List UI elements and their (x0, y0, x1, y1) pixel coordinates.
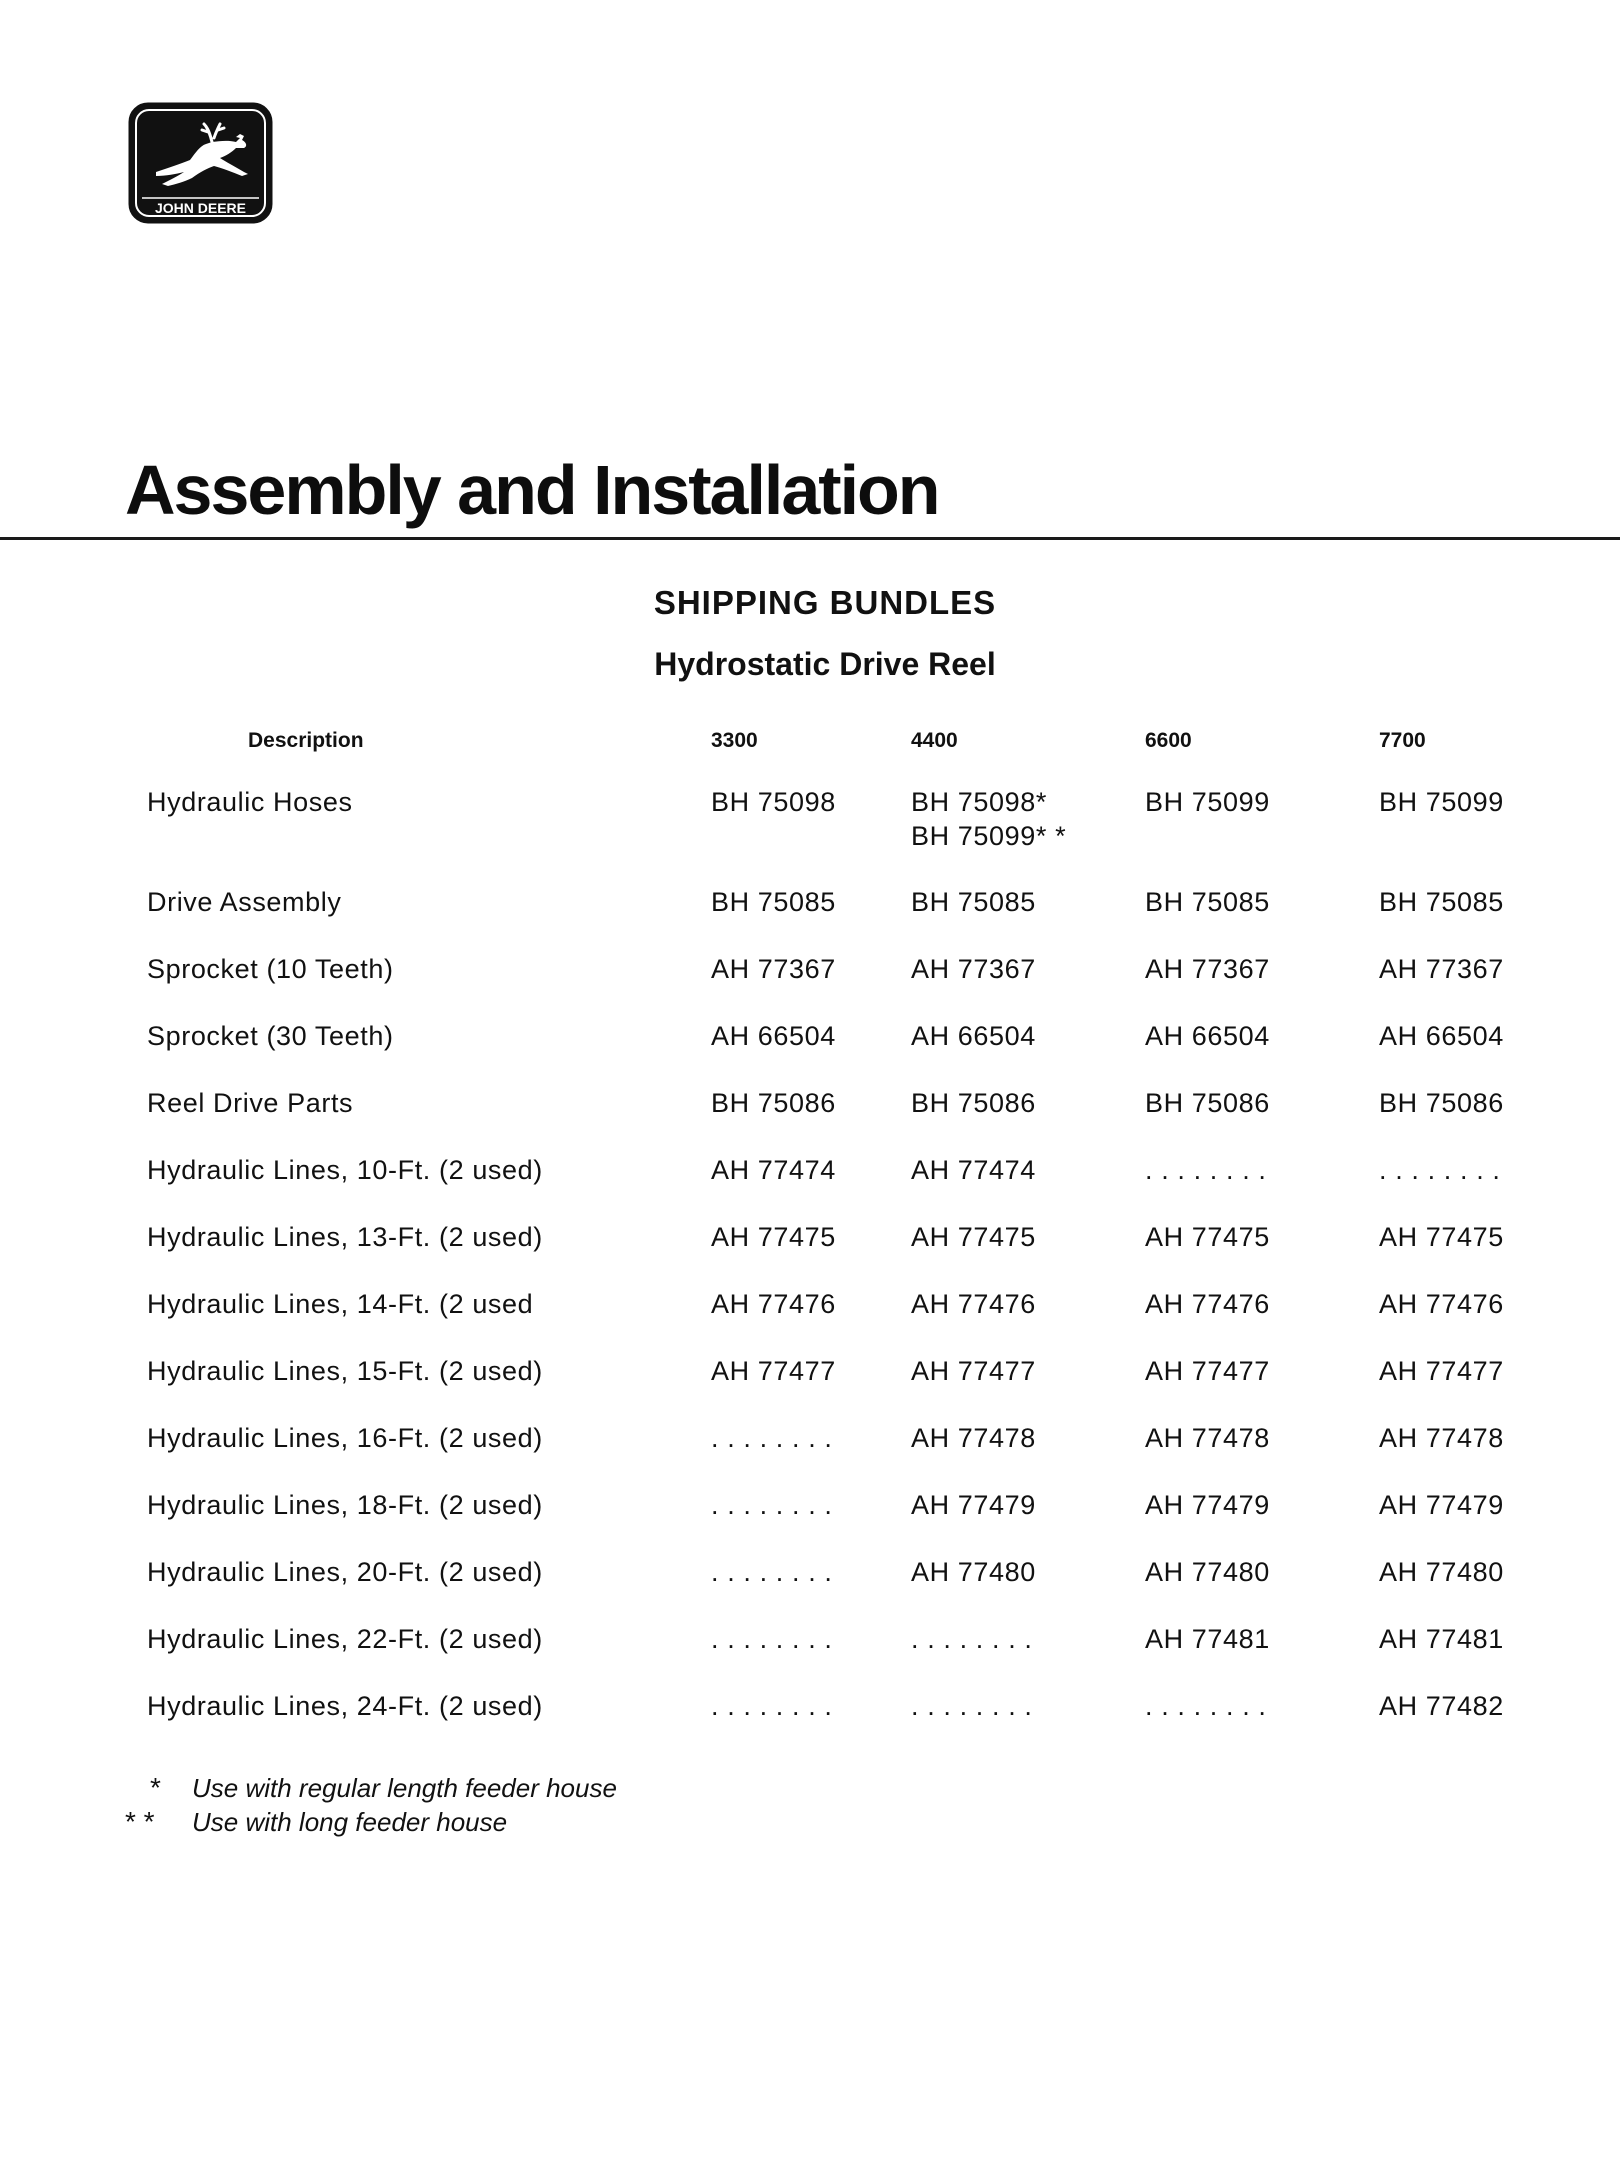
footnote-long-feeder-house: Use with long feeder house (192, 1807, 508, 1837)
row-description: Drive Assembly (147, 887, 342, 917)
cell-3300: . . . . . . . . (711, 1423, 833, 1453)
cell-4400: BH 75098* (911, 787, 1047, 817)
cell-6600: BH 75085 (1145, 887, 1270, 917)
row-description: Hydraulic Lines, 24-Ft. (2 used) (147, 1691, 543, 1721)
column-header-3300: 3300 (711, 729, 758, 752)
table-row (0, 1623, 1620, 1683)
cell-4400: . . . . . . . . (911, 1691, 1033, 1721)
column-header-7700: 7700 (1379, 729, 1426, 752)
cell-3300: . . . . . . . . (711, 1691, 833, 1721)
cell-4400-alternate: BH 75099* * (911, 821, 1067, 851)
row-description: Hydraulic Hoses (147, 787, 353, 817)
cell-4400: AH 77474 (911, 1155, 1036, 1185)
cell-7700: AH 77476 (1379, 1289, 1504, 1319)
cell-7700: AH 77478 (1379, 1423, 1504, 1453)
cell-6600: AH 77479 (1145, 1490, 1270, 1520)
cell-6600: AH 77478 (1145, 1423, 1270, 1453)
cell-6600: . . . . . . . . (1145, 1691, 1267, 1721)
cell-7700: BH 75085 (1379, 887, 1504, 917)
table-row (0, 1489, 1620, 1549)
footnote-mark-double: * * (125, 1806, 155, 1837)
cell-7700: AH 77481 (1379, 1624, 1504, 1654)
cell-4400: AH 77478 (911, 1423, 1036, 1453)
cell-3300: BH 75098 (711, 787, 836, 817)
cell-7700: AH 77367 (1379, 954, 1504, 984)
cell-3300: . . . . . . . . (711, 1490, 833, 1520)
cell-6600: AH 77481 (1145, 1624, 1270, 1654)
table-row (0, 1154, 1620, 1214)
cell-7700: AH 77480 (1379, 1557, 1504, 1587)
cell-4400: . . . . . . . . (911, 1624, 1033, 1654)
cell-3300: AH 77367 (711, 954, 836, 984)
table-row (0, 1020, 1620, 1080)
cell-3300: AH 66504 (711, 1021, 836, 1051)
cell-4400: BH 75086 (911, 1088, 1036, 1118)
table-row (0, 1556, 1620, 1616)
row-description: Hydraulic Lines, 16-Ft. (2 used) (147, 1423, 543, 1453)
cell-3300: . . . . . . . . (711, 1557, 833, 1587)
cell-3300: BH 75086 (711, 1088, 836, 1118)
section-subheading: Hydrostatic Drive Reel (654, 646, 996, 682)
row-description: Hydraulic Lines, 22-Ft. (2 used) (147, 1624, 543, 1654)
section-heading: SHIPPING BUNDLES (653, 584, 997, 621)
table-row (0, 1221, 1620, 1281)
row-description: Sprocket (10 Teeth) (147, 954, 394, 984)
cell-6600: AH 77480 (1145, 1557, 1270, 1587)
cell-4400: BH 75085 (911, 887, 1036, 917)
table-row (0, 953, 1620, 1013)
cell-6600: AH 77477 (1145, 1356, 1270, 1386)
column-header-4400: 4400 (911, 729, 958, 752)
row-description: Hydraulic Lines, 18-Ft. (2 used) (147, 1490, 543, 1520)
cell-6600: AH 77367 (1145, 954, 1270, 984)
table-row (0, 1288, 1620, 1348)
table-row (0, 886, 1620, 946)
table-row (0, 1355, 1620, 1415)
cell-3300: AH 77474 (711, 1155, 836, 1185)
table-row (0, 1087, 1620, 1147)
row-description: Sprocket (30 Teeth) (147, 1021, 394, 1051)
cell-7700: AH 77475 (1379, 1222, 1504, 1252)
cell-6600: AH 77475 (1145, 1222, 1270, 1252)
row-description: Reel Drive Parts (147, 1088, 354, 1118)
cell-3300: AH 77476 (711, 1289, 836, 1319)
cell-6600: BH 75099 (1145, 787, 1270, 817)
cell-7700: AH 77479 (1379, 1490, 1504, 1520)
cell-6600: BH 75086 (1145, 1088, 1270, 1118)
cell-7700: AH 66504 (1379, 1021, 1504, 1051)
column-header-description: Description (248, 729, 364, 752)
cell-6600: AH 77476 (1145, 1289, 1270, 1319)
row-description: Hydraulic Lines, 15-Ft. (2 used) (147, 1356, 543, 1386)
cell-4400: AH 77475 (911, 1222, 1036, 1252)
row-description: Hydraulic Lines, 20-Ft. (2 used) (147, 1557, 543, 1587)
row-description: Hydraulic Lines, 14-Ft. (2 used (147, 1289, 534, 1319)
row-description: Hydraulic Lines, 13-Ft. (2 used) (147, 1222, 543, 1252)
footnote-mark-single: * (150, 1772, 161, 1803)
cell-7700: AH 77477 (1379, 1356, 1504, 1386)
table-row (0, 1690, 1620, 1750)
cell-7700: BH 75086 (1379, 1088, 1504, 1118)
cell-6600: AH 66504 (1145, 1021, 1270, 1051)
cell-7700: AH 77482 (1379, 1691, 1504, 1721)
cell-3300: AH 77477 (711, 1356, 836, 1386)
cell-4400: AH 77476 (911, 1289, 1036, 1319)
cell-7700: . . . . . . . . (1379, 1155, 1501, 1185)
cell-4400: AH 77479 (911, 1490, 1036, 1520)
cell-4400: AH 77480 (911, 1557, 1036, 1587)
page-title: Assembly and Installation (125, 451, 939, 529)
cell-4400: AH 66504 (911, 1021, 1036, 1051)
footnote-regular-feeder-house: Use with regular length feeder house (192, 1773, 617, 1803)
cell-6600: . . . . . . . . (1145, 1155, 1267, 1185)
table-row (0, 1422, 1620, 1482)
column-header-6600: 6600 (1145, 729, 1192, 752)
cell-7700: BH 75099 (1379, 787, 1504, 817)
table-row (0, 786, 1620, 851)
cell-4400: AH 77477 (911, 1356, 1036, 1386)
cell-4400: AH 77367 (911, 954, 1036, 984)
cell-3300: AH 77475 (711, 1222, 836, 1252)
cell-3300: BH 75085 (711, 887, 836, 917)
logo-text: JOHN DEERE (154, 200, 247, 216)
cell-3300: . . . . . . . . (711, 1624, 833, 1654)
row-description: Hydraulic Lines, 10-Ft. (2 used) (147, 1155, 543, 1185)
